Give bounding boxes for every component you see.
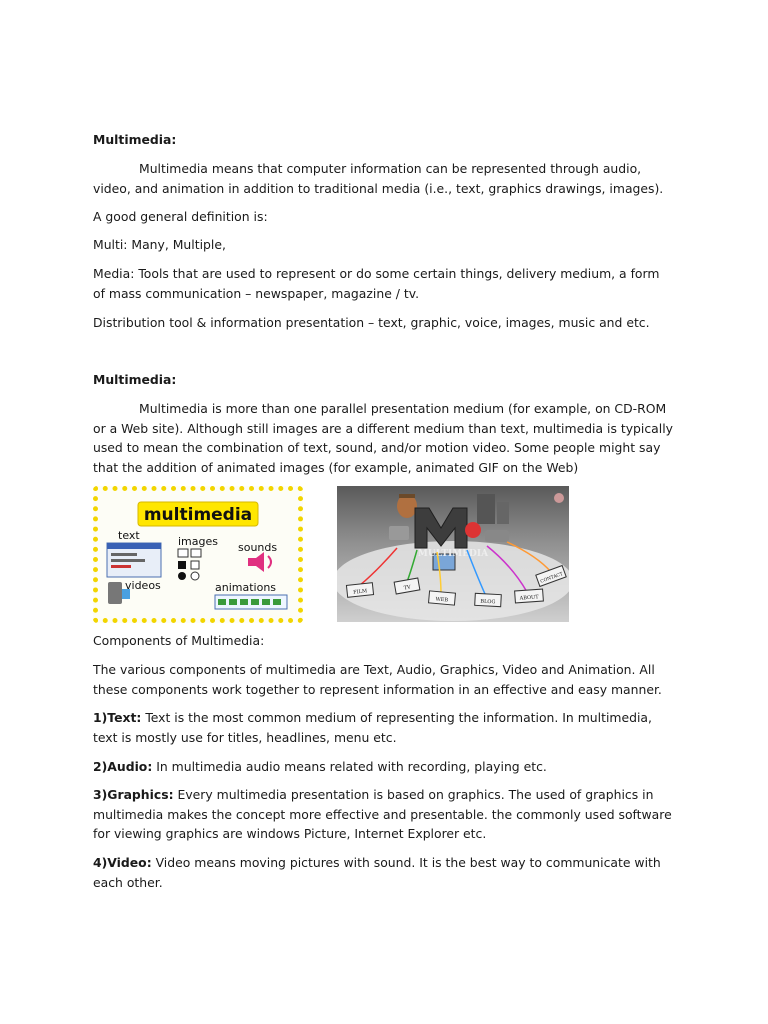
tag-about	[515, 589, 544, 603]
components-intro: The various components of multimedia are Text, Audio, Graphics, Video and Animation. All these components work together to represent information in an effective and easy manner.	[93, 662, 662, 697]
tag-blog	[475, 593, 502, 606]
component-label: 1)Text:	[93, 710, 142, 725]
svg-text:ABOUT: ABOUT	[519, 594, 539, 602]
component-graphics	[93, 785, 675, 844]
distribution-definition: Distribution tool & information presentation – text, graphic, voice, images, music and etc.	[93, 315, 650, 330]
component-text	[93, 708, 675, 747]
multimedia-3d-title: MULTIMEDIA	[417, 549, 489, 559]
svg-text:FILM: FILM	[352, 588, 368, 596]
svg-text:WEB: WEB	[435, 596, 449, 604]
svg-text:CONTACT: CONTACT	[539, 571, 564, 585]
clipart-title: multimedia	[143, 505, 253, 525]
definition-intro: A good general definition is:	[93, 209, 268, 224]
media-definition: Media: Tools that are used to represent or do some certain things, delivery medium, a form of mass communication – newspaper, magazine / tv.	[93, 266, 660, 301]
clipart-label-text: text	[118, 529, 140, 542]
clipart-label-sounds: sounds	[238, 541, 278, 554]
section1-paragraph: Multimedia means that computer information can be represented through audio, video, and animation in addition to traditional media (i.e., text, graphics drawings, images).	[93, 161, 664, 196]
clipart-label-videos: videos	[125, 579, 161, 592]
component-video	[93, 853, 675, 892]
multi-definition: Multi: Many, Multiple,	[93, 237, 226, 252]
components-heading: Components of Multimedia:	[93, 633, 265, 648]
clipart-label-animations: animations	[215, 581, 277, 594]
clipart-drawing	[98, 491, 298, 618]
svg-text:TV: TV	[403, 584, 412, 592]
component-desc: Text is the most common medium of representing the information. In multimedia, text is mostly use for titles, headlines, menu etc.	[93, 710, 652, 745]
component-audio	[93, 757, 675, 777]
multimedia-3d-image	[337, 486, 569, 622]
section2-heading: Multimedia:	[93, 372, 177, 387]
section1-heading: Multimedia:	[93, 132, 177, 147]
component-desc: Every multimedia presentation is based on graphics. The used of graphics in multimedia makes the concept more effective and presentable. the commonly used software for viewing graphics are windows Picture, Internet Explorer etc.	[93, 787, 672, 841]
section2-paragraph: Multimedia is more than one parallel presentation medium (for example, on CD-ROM or a Web site). Although still images are a different medium than text, multimedia is typically used to mean the combination of text, sound, and/or motion video. Some people might say that the addition of animated images (for example, animated GIF on the Web)	[93, 401, 673, 475]
component-label: 2)Audio:	[93, 759, 153, 774]
tag-web	[429, 591, 456, 605]
svg-text:BLOG: BLOG	[480, 598, 496, 606]
component-desc: In multimedia audio means related with recording, playing etc.	[152, 759, 547, 774]
component-label: 4)Video:	[93, 855, 152, 870]
component-label: 3)Graphics:	[93, 787, 174, 802]
clipart-label-images: images	[178, 535, 218, 548]
multimedia-clipart-image	[93, 486, 303, 623]
multimedia-3d-drawing	[337, 486, 569, 622]
component-desc: Video means moving pictures with sound. It is the best way to communicate with each other.	[93, 855, 661, 890]
tag-film	[346, 583, 373, 598]
